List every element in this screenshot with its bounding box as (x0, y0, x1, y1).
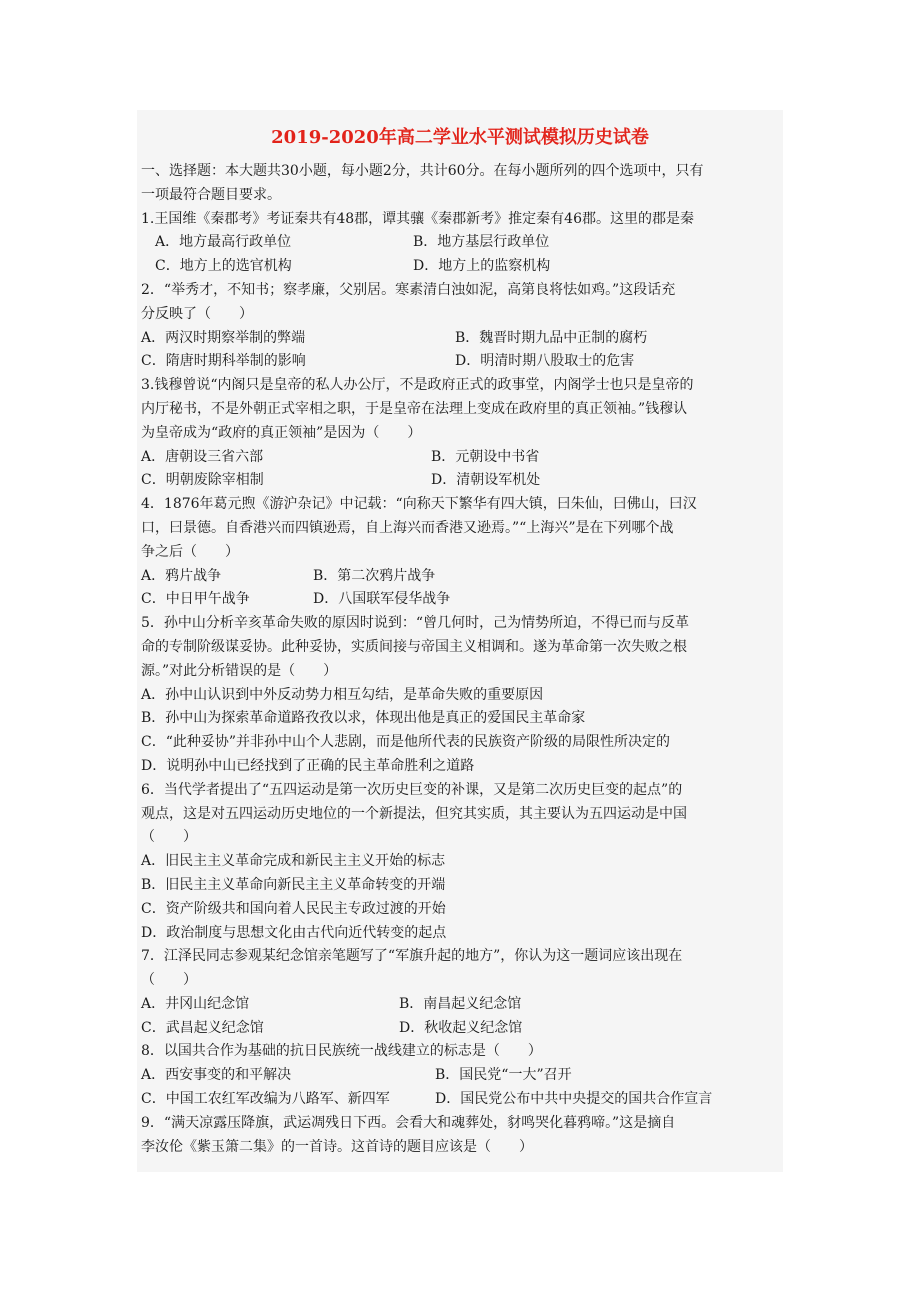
answer-option[interactable]: D．政治制度与思想文化由古代向近代转变的起点 (141, 924, 447, 941)
question-stem: 观点，这是对五四运动历史地位的一个新提法，但究其实质，其主要认为五四运动是中国 (141, 805, 687, 822)
answer-option[interactable]: D．清朝设军机处 (431, 472, 541, 489)
option-row (141, 255, 783, 279)
option-row (141, 874, 783, 898)
answer-option[interactable]: D．八国联军侵华战争 (313, 591, 451, 608)
question-stem: 7．江泽民同志参观某纪念馆亲笔题写了“军旗升起的地方”，你认为这一题词应该出现在 (141, 948, 683, 965)
page-title: 2019-2020年高二学业水平测试模拟历史试卷 (271, 127, 649, 148)
exam-body (141, 160, 783, 1159)
answer-option[interactable]: A．旧民主主义革命完成和新民主主义开始的标志 (141, 853, 446, 870)
question-stem: 4．1876年葛元煦《游沪杂记》中记载：“向称天下繁华有四大镇，曰朱仙，曰佛山，曰汉 (141, 496, 697, 513)
question-stem: 2．“举秀才，不知书；察孝廉，父别居。寒素清白浊如泥，高第良将怯如鸡。”这段话充 (141, 281, 676, 298)
answer-option[interactable]: C．中国工农红军改编为八路军、新四军 (141, 1091, 390, 1108)
option-row (141, 588, 783, 612)
option-row (141, 707, 783, 731)
answer-option[interactable]: A．井冈山纪念馆 (141, 995, 250, 1012)
instructions-line: 一项最符合题目要求。 (141, 186, 281, 203)
option-row (141, 1064, 783, 1088)
option-row (141, 565, 783, 589)
answer-option[interactable]: C．明朝废除宰相制 (141, 472, 264, 489)
option-row (141, 1017, 783, 1041)
exam-paper (137, 110, 783, 1172)
option-row (141, 350, 783, 374)
option-row (141, 231, 783, 255)
question-stem: 源。”对此分析错误的是（ ） (141, 662, 338, 679)
option-row (141, 469, 783, 493)
answer-option[interactable]: A．地方最高行政单位 (155, 234, 292, 251)
answer-option[interactable]: B．旧民主主义革命向新民主主义革命转变的开端 (141, 876, 446, 893)
question-stem: 李汝伦《紫玉箫二集》的一首诗。这首诗的题目应该是（ ） (141, 1138, 533, 1155)
option-row (141, 684, 783, 708)
answer-option[interactable]: B．第二次鸦片战争 (313, 567, 436, 584)
instructions-line: 一、选择题：本大题共30小题，每小题2分，共计60分。在每小题所列的四个选项中，只有 (141, 163, 704, 179)
option-row (141, 850, 783, 874)
answer-option[interactable]: B．南昌起义纪念馆 (399, 995, 522, 1012)
question-stem: 为皇帝成为“政府的真正领袖”是因为（ ） (141, 424, 422, 441)
option-row (141, 731, 783, 755)
question-stem: 口，曰景德。自香港兴而四镇逊焉，自上海兴而香港又逊焉。”“上海兴”是在下列哪个战 (141, 519, 674, 536)
answer-option[interactable]: C．中日甲午战争 (141, 591, 250, 608)
option-row (141, 327, 783, 351)
answer-option[interactable]: A．鸦片战争 (141, 567, 222, 584)
answer-option[interactable]: C．“此种妥协”并非孙中山个人悲剧，而是他所代表的民族资产阶级的局限性所决定的 (141, 734, 671, 751)
answer-option[interactable]: A．两汉时期察举制的弊端 (141, 329, 306, 346)
answer-option[interactable]: B．地方基层行政单位 (413, 234, 550, 251)
question-stem: （ ） (141, 829, 197, 846)
option-row (141, 898, 783, 922)
question-stem: 9．“满天凉露压降旗，武运凋残日下西。会看大和魂葬处，豺鸣哭化暮鸦啼。”这是摘自 (141, 1114, 676, 1131)
answer-option[interactable]: B．元朝设中书省 (431, 448, 540, 465)
answer-option[interactable]: B．魏晋时期九品中正制的腐朽 (455, 329, 648, 346)
option-row (141, 993, 783, 1017)
answer-option[interactable]: D．说明孙中山已经找到了正确的民主革命胜利之道路 (141, 757, 475, 774)
question-stem: 3.钱穆曾说“内阁只是皇帝的私人办公厅，不是政府正式的政事堂，内阁学士也只是皇帝的 (141, 377, 694, 394)
answer-option[interactable]: D．国民党公布中共中央提交的国共合作宣言 (435, 1091, 713, 1108)
question-stem: 1.王国维《秦郡考》考证秦共有48郡，谭其骧《秦郡新考》推定秦有46郡。这里的郡是秦 (141, 210, 694, 227)
question-stem: 8．以国共合作为基础的抗日民族统一战线建立的标志是（ ） (141, 1043, 542, 1060)
question-stem: 命的专制阶级谋妥协。此种妥协，实质间接与帝国主义相调和。遂为革命第一次失败之根 (141, 638, 687, 655)
option-row (141, 446, 783, 470)
question-stem: （ ） (141, 972, 197, 989)
answer-option[interactable]: C．武昌起义纪念馆 (141, 1019, 264, 1036)
option-row (141, 1088, 783, 1112)
option-row (141, 755, 783, 779)
question-stem: 6．当代学者提出了“五四运动是第一次历史巨变的补课，又是第二次历史巨变的起点”的 (141, 781, 683, 798)
answer-option[interactable]: D．秋收起义纪念馆 (399, 1019, 523, 1036)
answer-option[interactable]: A．西安事变的和平解决 (141, 1067, 292, 1084)
option-row (141, 922, 783, 946)
answer-option[interactable]: D．明清时期八股取士的危害 (455, 353, 635, 370)
answer-option[interactable]: C．隋唐时期科举制的影响 (141, 353, 306, 370)
answer-option[interactable]: A．孙中山认识到中外反动势力相互勾结，是革命失败的重要原因 (141, 686, 544, 703)
answer-option[interactable]: B．孙中山为探索革命道路孜孜以求，体现出他是真正的爱国民主革命家 (141, 710, 586, 727)
answer-option[interactable]: C．资产阶级共和国向着人民民主专政过渡的开始 (141, 900, 446, 917)
question-stem: 分反映了（ ） (141, 305, 253, 322)
question-stem: 争之后（ ） (141, 543, 239, 560)
question-stem: 内厅秘书，不是外朝正式宰相之职，于是皇帝在法理上变成在政府里的真正领袖。”钱穆认 (141, 400, 688, 417)
answer-option[interactable]: B．国民党“一大”召开 (435, 1067, 572, 1084)
answer-option[interactable]: C．地方上的选官机构 (155, 258, 292, 275)
answer-option[interactable]: A．唐朝设三省六部 (141, 448, 264, 465)
answer-option[interactable]: D．地方上的监察机构 (413, 258, 551, 275)
question-stem: 5．孙中山分析辛亥革命失败的原因时说到：“曾几何时，己为情势所迫，不得已而与反革 (141, 615, 690, 632)
